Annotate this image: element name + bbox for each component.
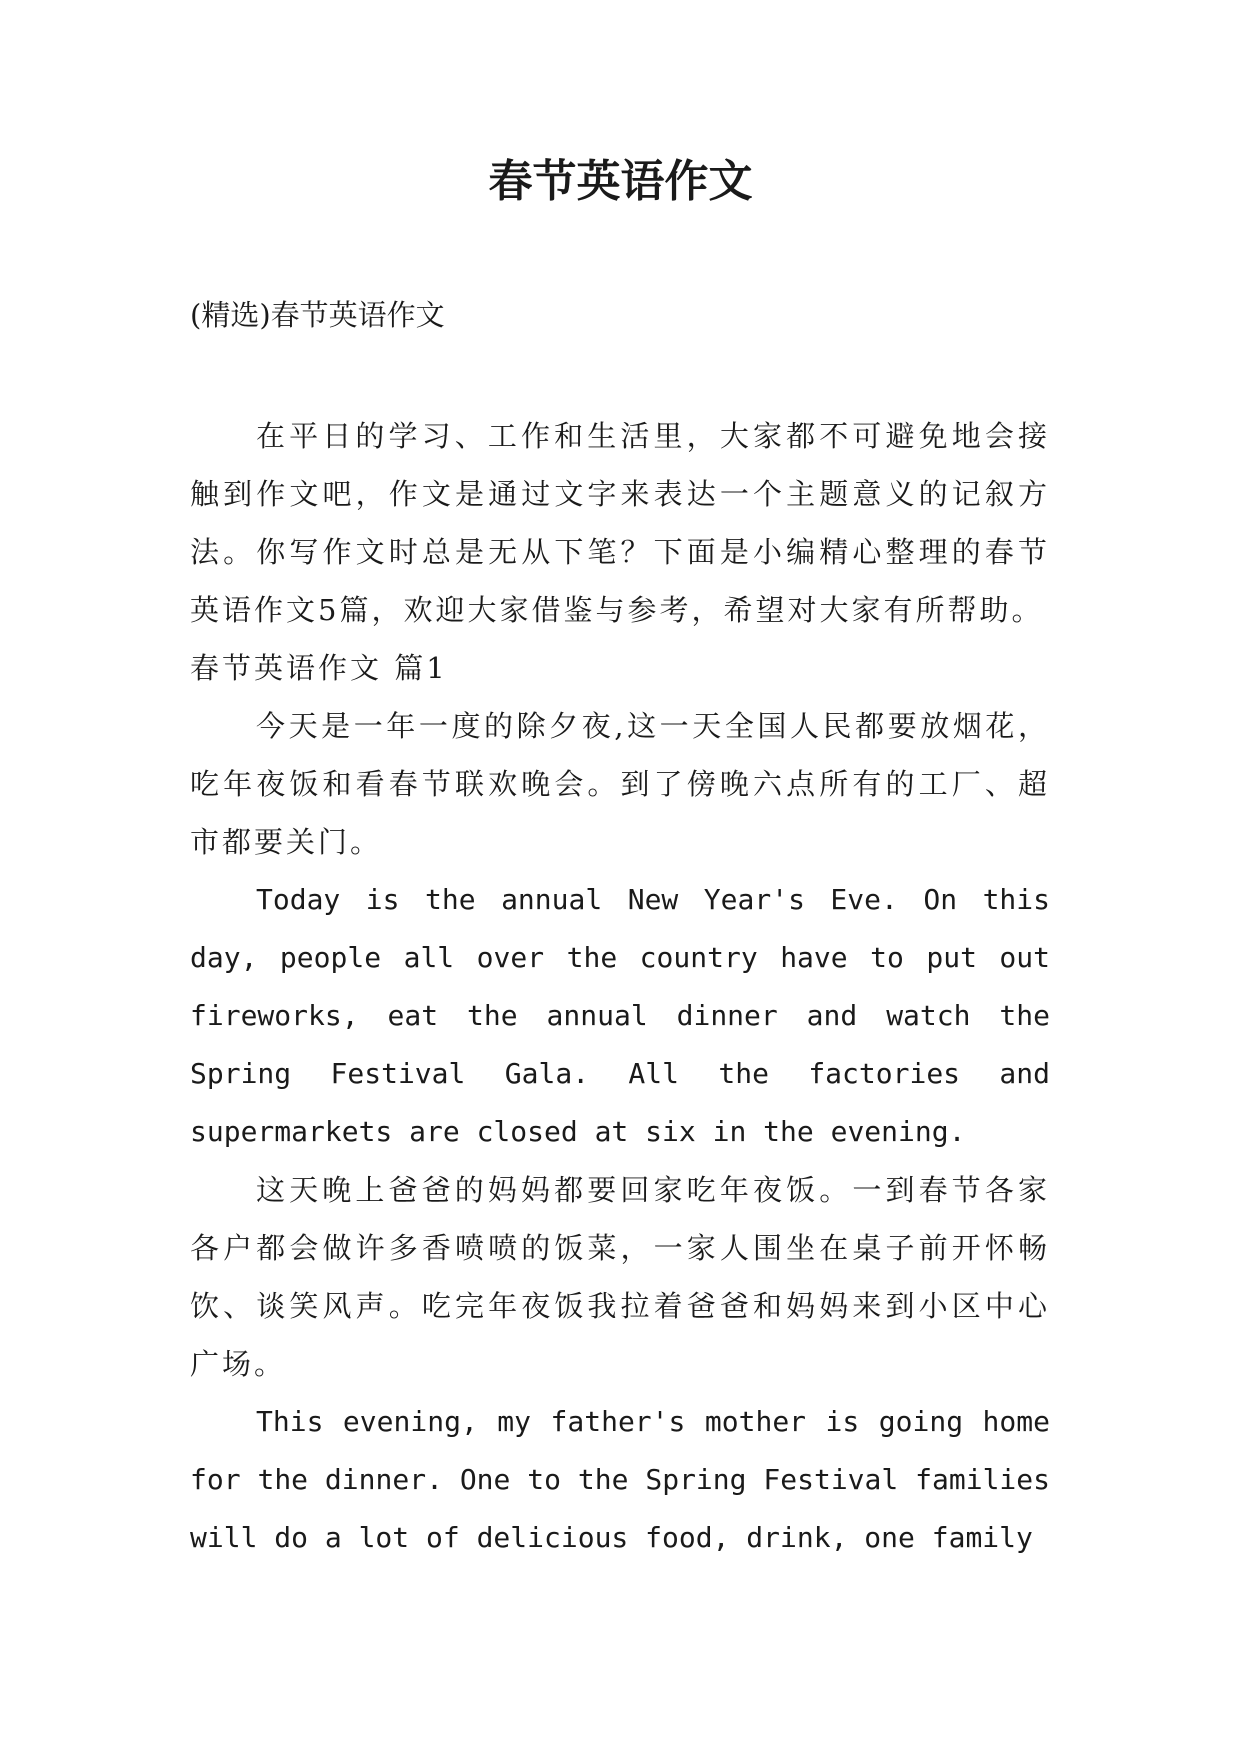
- paragraph-english-1: Today is the annual New Year's Eve. On this day, people all over the country have to put out fireworks, eat the annual dinner and watch the Spring Festival Gala. All the factories and supermarkets are closed at six in the evening.: [190, 883, 1050, 1148]
- section-heading: 春节英语作文 篇1: [190, 651, 448, 685]
- document-body: [190, 407, 1050, 1567]
- intro-paragraph: 在平日的学习、工作和生活里，大家都不可避免地会接触到作文吧，作文是通过文字来表达一个主题意义的记叙方法。你写作文时总是无从下笔？下面是小编精心整理的春节英语作文5篇，欢迎大家借鉴与参考，希望对大家有所帮助。: [190, 419, 1050, 627]
- paragraph-english-2: This evening, my father's mother is going home for the dinner. One to the Spring Festival families will do a lot of delicious food, drink, one family: [190, 1405, 1050, 1554]
- paragraph-chinese-2: 这天晚上爸爸的妈妈都要回家吃年夜饭。一到春节各家各户都会做许多香喷喷的饭菜，一家人围坐在桌子前开怀畅饮、谈笑风声。吃完年夜饭我拉着爸爸和妈妈来到小区中心广场。: [190, 1173, 1050, 1381]
- document-title: 春节英语作文: [488, 156, 753, 207]
- paragraph-chinese-1: 今天是一年一度的除夕夜,这一天全国人民都要放烟花，吃年夜饭和看春节联欢晚会。到了傍晚六点所有的工厂、超市都要关门。: [190, 709, 1050, 859]
- document-subtitle: (精选)春节英语作文: [190, 298, 445, 332]
